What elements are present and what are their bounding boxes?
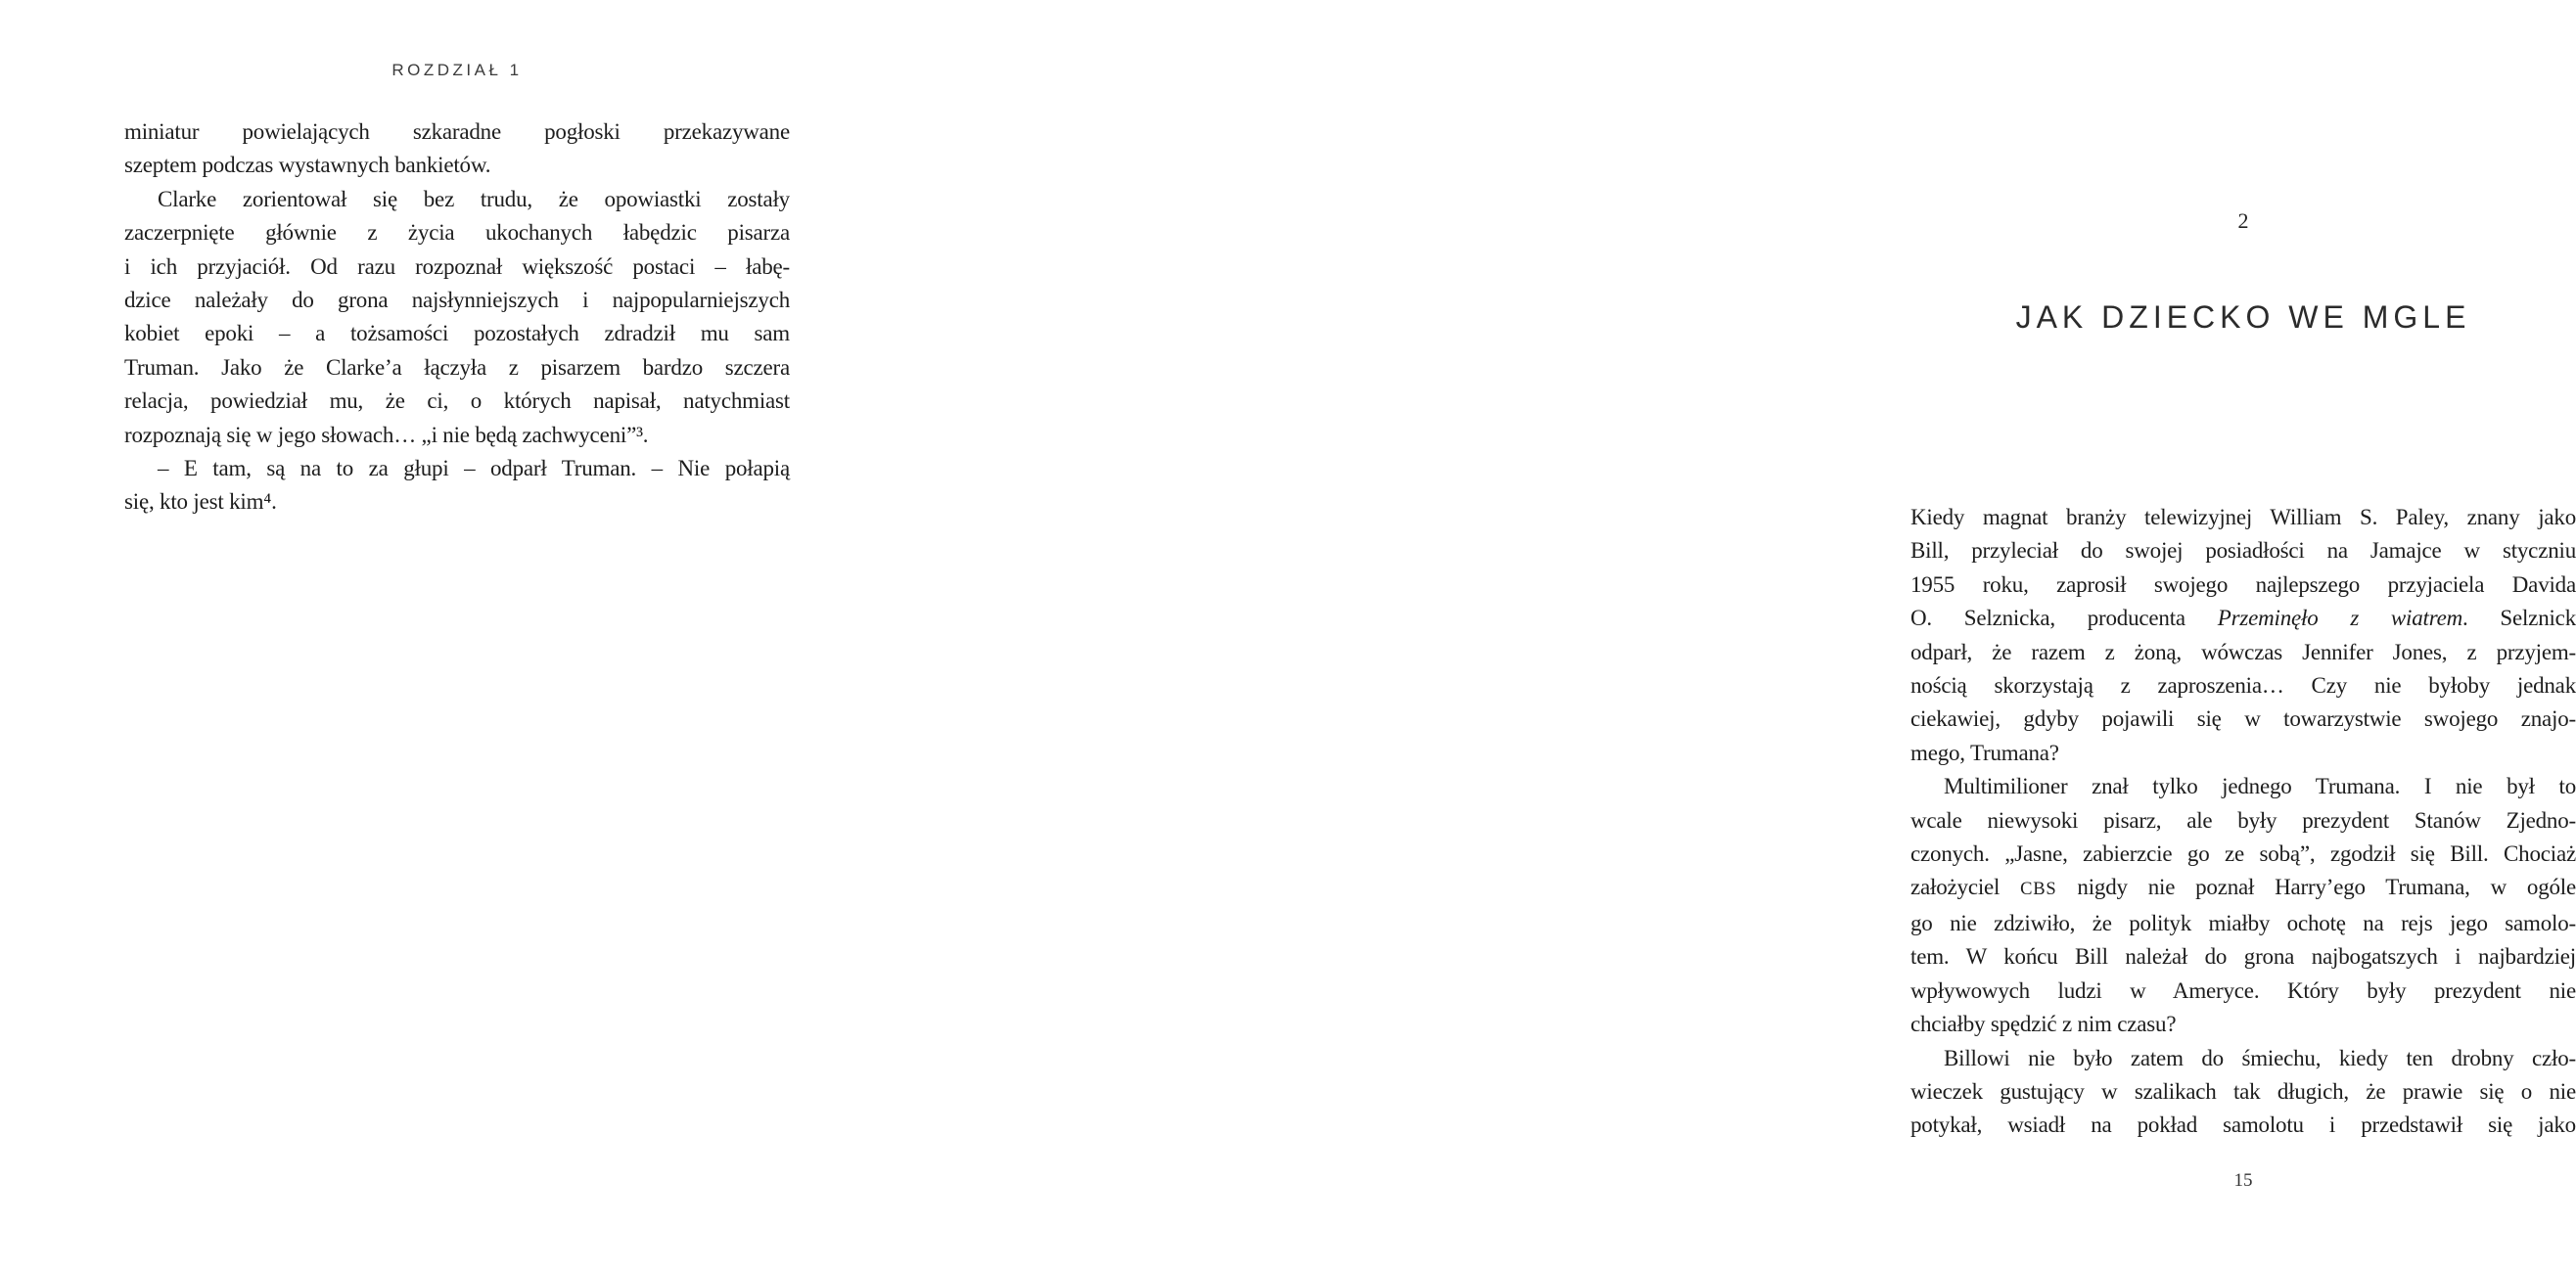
text-run: nigdy nie poznał Harry’ego Trumana, w ogóle bbox=[2056, 875, 2576, 900]
text-run: dzice należały do grona najsłynniejszych i najpopularniejszych bbox=[124, 288, 790, 313]
text-line bbox=[1910, 804, 2576, 838]
text-line bbox=[1910, 940, 2576, 974]
smallcaps-run: CBS bbox=[2020, 880, 2057, 900]
text-line bbox=[124, 149, 790, 182]
text-run: i ich przyjaciół. Od razu rozpoznał większość postaci – łabę- bbox=[124, 253, 790, 279]
text-line bbox=[124, 485, 790, 519]
text-line bbox=[1910, 838, 2576, 871]
text-run: chciałby spędzić z nim czasu? bbox=[1910, 1012, 2177, 1037]
text-run: rozpoznają się w jego słowach… „i nie będą zachwyceni”³. bbox=[124, 422, 649, 447]
text-line bbox=[1910, 737, 2576, 770]
text-run: wpływowych ludzi w Ameryce. Który były prezydent nie bbox=[1910, 977, 2576, 1003]
text-run: czonych. „Jasne, zabierzcie go ze sobą”, zgodził się Bill. Chociaż bbox=[1910, 841, 2576, 867]
text-line bbox=[124, 250, 790, 284]
left-page bbox=[0, 0, 896, 1271]
text-run: wieczek gustujący w szalikach tak długich, że prawie się o nie bbox=[1910, 1078, 2576, 1104]
text-run: mego, Trumana? bbox=[1910, 740, 2059, 765]
text-line bbox=[1910, 703, 2576, 736]
text-run: odparł, że razem z żoną, wówczas Jennifer Jones, z przyjem- bbox=[1910, 639, 2576, 664]
text-run: . Selznick bbox=[2462, 606, 2576, 631]
text-run: – E tam, są na to za głupi – odparł Truman. – Nie połapią bbox=[158, 456, 790, 481]
chapter-title: JAK DZIECKO WE MGLE bbox=[2015, 299, 2471, 335]
text-run: O. Selznicka, producenta bbox=[1910, 606, 2218, 631]
text-line bbox=[1910, 568, 2576, 602]
text-line bbox=[1910, 1075, 2576, 1109]
text-line bbox=[1910, 1109, 2576, 1142]
text-run: Billowi nie było zatem do śmiechu, kiedy ten drobny czło- bbox=[1944, 1045, 2576, 1070]
text-run: ciekawiej, gdyby pojawili się w towarzystwie swojego znajo- bbox=[1910, 706, 2576, 732]
text-run: miniatur powielających szkaradne pogłoski przekazywane bbox=[124, 119, 790, 144]
page-number: 15 bbox=[2233, 1170, 2253, 1191]
body-text-right bbox=[1910, 501, 2576, 1143]
text-line bbox=[124, 317, 790, 350]
text-line bbox=[1910, 1008, 2576, 1041]
text-line bbox=[1910, 636, 2576, 669]
text-run: Clarke zorientował się bez trudu, że opowiastki zostały bbox=[158, 186, 790, 211]
italic-run: Przeminęło z wiatrem bbox=[2217, 606, 2463, 631]
text-line bbox=[124, 419, 790, 452]
text-line bbox=[124, 452, 790, 485]
text-line bbox=[1910, 501, 2576, 534]
text-line bbox=[124, 115, 790, 149]
text-run: tem. W końcu Bill należał do grona najbogatszych i najbardziej bbox=[1910, 944, 2576, 970]
text-run: Multimilioner znał tylko jednego Trumana. I nie był to bbox=[1944, 774, 2576, 799]
text-line bbox=[124, 351, 790, 385]
text-line bbox=[124, 183, 790, 216]
text-run: szeptem podczas wystawnych bankietów. bbox=[124, 153, 491, 178]
text-run: Kiedy magnat branży telewizyjnej William S. Paley, znany jako bbox=[1910, 505, 2576, 529]
text-line bbox=[1910, 770, 2576, 803]
text-run: go nie zdziwiło, że polityk miałby ochotę na rejs jego samolo- bbox=[1910, 910, 2576, 935]
text-run: się, kto jest kim⁴. bbox=[124, 489, 277, 515]
right-page bbox=[896, 0, 2576, 1271]
text-run: kobiet epoki – a tożsamości pozostałych zdradził mu sam bbox=[124, 321, 790, 346]
text-line bbox=[1910, 1042, 2576, 1075]
text-run: Bill, przyleciał do swojej posiadłości na Jamajce w styczniu bbox=[1910, 538, 2576, 564]
text-line bbox=[124, 284, 790, 317]
text-line bbox=[1910, 602, 2576, 635]
text-run: relacja, powiedział mu, że ci, o których napisał, natychmiast bbox=[124, 388, 790, 414]
text-line bbox=[124, 216, 790, 250]
text-run: zaczerpnięte głównie z życia ukochanych łabędzic pisarza bbox=[124, 220, 790, 246]
chapter-number: 2 bbox=[2237, 208, 2249, 233]
text-run: 1955 roku, zaprosił swojego najlepszego przyjaciela Davida bbox=[1910, 571, 2576, 597]
running-head: ROZDZIAŁ 1 bbox=[391, 61, 523, 79]
text-run: założyciel bbox=[1910, 875, 2021, 900]
text-line bbox=[1910, 534, 2576, 567]
text-line bbox=[1910, 669, 2576, 703]
text-line bbox=[124, 385, 790, 418]
text-line bbox=[1910, 975, 2576, 1008]
text-run: nością skorzystają z zaproszenia… Czy nie byłoby jednak bbox=[1910, 673, 2576, 699]
body-text-left bbox=[124, 115, 790, 520]
text-run: wcale niewysoki pisarz, ale były prezydent Stanów Zjedno- bbox=[1910, 807, 2576, 833]
text-run: Truman. Jako że Clarke’a łączyła z pisarzem bardzo szczera bbox=[124, 354, 790, 380]
text-run: potykał, wsiadł na pokład samolotu i przedstawił się jako bbox=[1910, 1112, 2576, 1138]
text-line bbox=[1910, 907, 2576, 940]
text-line bbox=[1910, 871, 2576, 906]
